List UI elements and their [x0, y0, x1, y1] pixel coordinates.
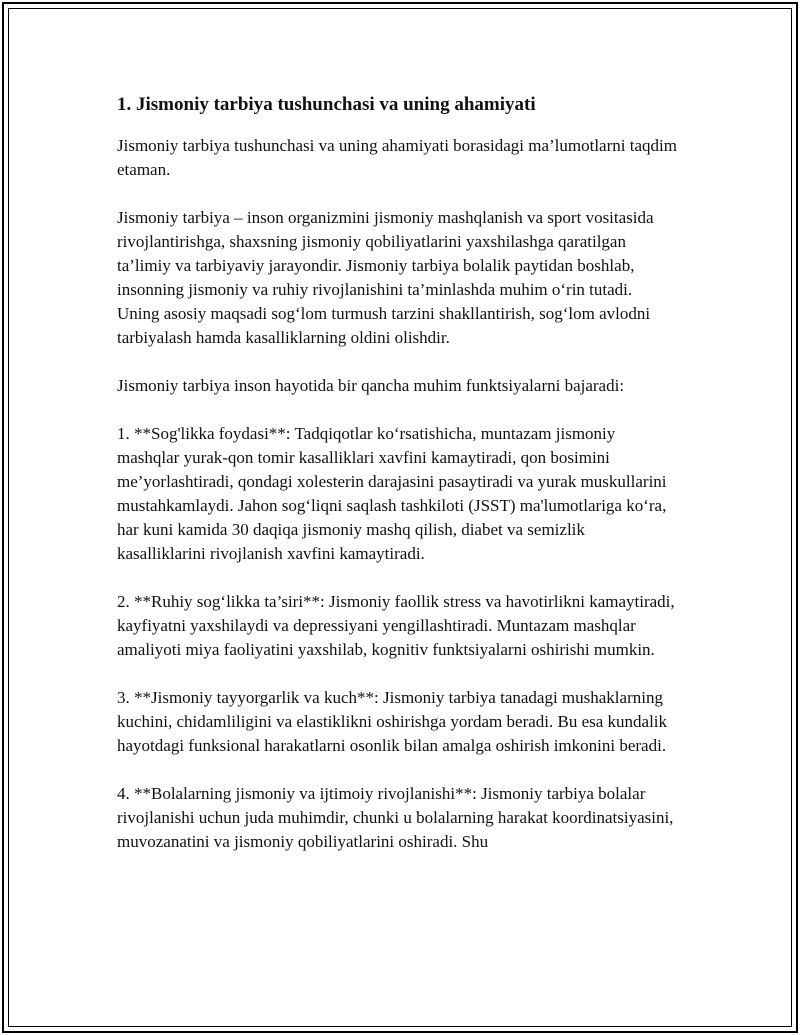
definition-paragraph: Jismoniy tarbiya – inson organizmini jismoniy mashqlanish va sport vositasida rivojlantirishga, shaxsning jismoniy qobiliyatlarini yaxshilashga qaratilgan ta’limiy va tarbiyaviy jarayondir. Jismoniy tarbiya bolalik paytidan boshlab, insonning jismoniy va ruhiy rivojlanishini ta’minlashda muhim o‘rin tutadi. Uning asosiy maqsadi sog‘lom turmush tarzini shakllantirish, sog‘lom avlodni tarbiyalash hamda kasalliklarning oldini olishdir.	[117, 208, 654, 347]
functions-intro-paragraph: Jismoniy tarbiya inson hayotida bir qancha muhim funktsiyalarni bajaradi:	[117, 376, 625, 395]
list-item-child-development: 4. **Bolalarning jismoniy va ijtimoiy rivojlanishi**: Jismoniy tarbiya bolalar rivojlanishi uchun juda muhimdir, chunki u bolalarning harakat koordinatsiyasini, muvozanatini va jismoniy qobiliyatlarini oshiradi. Shu	[117, 784, 674, 851]
list-item-fitness-strength: 3. **Jismoniy tayyorgarlik va kuch**: Jismoniy tarbiya tanadagi mushaklarning kuchini, chidamliligini va elastiklikni oshirishga yordam beradi. Bu esa kundalik hayotdagi funksional harakatlarni osonlik bilan amalga oshirish imkonini beradi.	[117, 688, 668, 755]
section-heading: 1. Jismoniy tarbiya tushunchasi va uning ahamiyati	[117, 94, 536, 115]
list-item-health-benefits: 1. **Sog'likka foydasi**: Tadqiqotlar ko‘rsatishicha, muntazam jismoniy mashqlar yurak-qon tomir kasalliklari xavfini kamaytiradi, qon bosimini me’yorlashtiradi, qondagi xolesterin darajasini pasaytiradi va yurak muskullarini mustahkamlaydi. Jahon sog‘liqni saqlash tashkiloti (JSST) ma'lumotlariga ko‘ra, har kuni kamida 30 daqiqa jismoniy mashq qilish, diabet va semizlik kasalliklarini rivojlanish xavfini kamaytiradi.	[117, 424, 667, 563]
list-item-mental-health: 2. **Ruhiy sog‘likka ta’siri**: Jismoniy faollik stress va havotirlikni kamaytiradi, kayfiyatni yaxshilaydi va depressiyani yengillashtiradi. Muntazam mashqlar amaliyoti miya faoliyatini yaxshilab, kognitiv funktsiyalarni oshirishi mumkin.	[117, 592, 675, 659]
intro-paragraph: Jismoniy tarbiya tushunchasi va uning ahamiyati borasidagi ma’lumotlarni taqdim etaman.	[117, 136, 677, 179]
document-body	[117, 92, 677, 878]
